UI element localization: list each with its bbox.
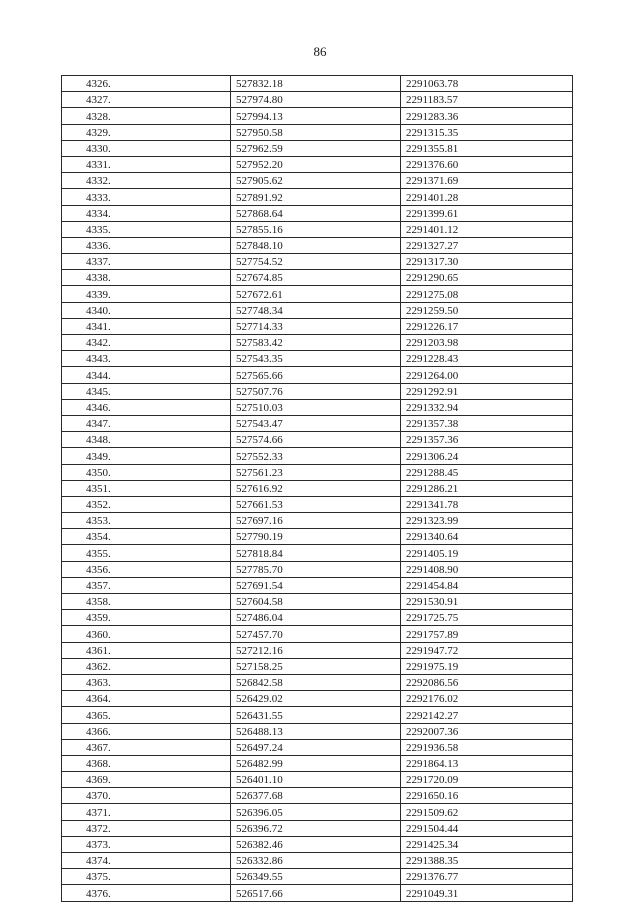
y-coordinate-cell: 2291757.89 bbox=[401, 626, 573, 642]
x-coordinate-cell: 527674.85 bbox=[231, 270, 401, 286]
point-number-cell: 4345. bbox=[62, 383, 231, 399]
x-coordinate-cell: 527950.58 bbox=[231, 124, 401, 140]
y-coordinate-cell: 2291292.91 bbox=[401, 383, 573, 399]
point-number-cell: 4350. bbox=[62, 464, 231, 480]
table-row bbox=[62, 399, 573, 415]
y-coordinate-cell: 2291226.17 bbox=[401, 318, 573, 334]
x-coordinate-cell: 526517.66 bbox=[231, 885, 401, 901]
table-row bbox=[62, 254, 573, 270]
y-coordinate-cell: 2291936.58 bbox=[401, 739, 573, 755]
x-coordinate-cell: 527552.33 bbox=[231, 448, 401, 464]
y-coordinate-cell: 2291530.91 bbox=[401, 594, 573, 610]
table-row bbox=[62, 286, 573, 302]
point-number-cell: 4344. bbox=[62, 367, 231, 383]
table-row bbox=[62, 108, 573, 124]
y-coordinate-cell: 2291504.44 bbox=[401, 820, 573, 836]
y-coordinate-cell: 2291388.35 bbox=[401, 853, 573, 869]
x-coordinate-cell: 527543.47 bbox=[231, 415, 401, 431]
table-row bbox=[62, 626, 573, 642]
table-row bbox=[62, 545, 573, 561]
table-row bbox=[62, 156, 573, 172]
x-coordinate-cell: 527583.42 bbox=[231, 335, 401, 351]
table-row bbox=[62, 610, 573, 626]
x-coordinate-cell: 527994.13 bbox=[231, 108, 401, 124]
x-coordinate-cell: 527697.16 bbox=[231, 513, 401, 529]
table-row bbox=[62, 351, 573, 367]
x-coordinate-cell: 526497.24 bbox=[231, 739, 401, 755]
y-coordinate-cell: 2291454.84 bbox=[401, 577, 573, 593]
x-coordinate-cell: 527457.70 bbox=[231, 626, 401, 642]
table-row bbox=[62, 723, 573, 739]
x-coordinate-cell: 527785.70 bbox=[231, 561, 401, 577]
coordinates-table-body bbox=[62, 76, 573, 902]
table-row bbox=[62, 561, 573, 577]
x-coordinate-cell: 527507.76 bbox=[231, 383, 401, 399]
point-number-cell: 4369. bbox=[62, 772, 231, 788]
table-row bbox=[62, 415, 573, 431]
y-coordinate-cell: 2291720.09 bbox=[401, 772, 573, 788]
table-row bbox=[62, 707, 573, 723]
table-row bbox=[62, 772, 573, 788]
coordinates-table bbox=[61, 75, 573, 902]
table-row bbox=[62, 335, 573, 351]
point-number-cell: 4375. bbox=[62, 869, 231, 885]
y-coordinate-cell: 2291288.45 bbox=[401, 464, 573, 480]
table-row bbox=[62, 318, 573, 334]
table-row bbox=[62, 432, 573, 448]
x-coordinate-cell: 526482.99 bbox=[231, 755, 401, 771]
table-row bbox=[62, 237, 573, 253]
x-coordinate-cell: 527616.92 bbox=[231, 480, 401, 496]
table-row bbox=[62, 383, 573, 399]
x-coordinate-cell: 527714.33 bbox=[231, 318, 401, 334]
x-coordinate-cell: 527691.54 bbox=[231, 577, 401, 593]
x-coordinate-cell: 527848.10 bbox=[231, 237, 401, 253]
point-number-cell: 4349. bbox=[62, 448, 231, 464]
point-number-cell: 4352. bbox=[62, 496, 231, 512]
table-row bbox=[62, 513, 573, 529]
y-coordinate-cell: 2291332.94 bbox=[401, 399, 573, 415]
y-coordinate-cell: 2291947.72 bbox=[401, 642, 573, 658]
point-number-cell: 4331. bbox=[62, 156, 231, 172]
x-coordinate-cell: 527868.64 bbox=[231, 205, 401, 221]
table-row bbox=[62, 448, 573, 464]
table-row bbox=[62, 496, 573, 512]
point-number-cell: 4341. bbox=[62, 318, 231, 334]
x-coordinate-cell: 527974.80 bbox=[231, 92, 401, 108]
table-row bbox=[62, 594, 573, 610]
x-coordinate-cell: 526401.10 bbox=[231, 772, 401, 788]
table-row bbox=[62, 140, 573, 156]
table-row bbox=[62, 804, 573, 820]
table-row bbox=[62, 124, 573, 140]
point-number-cell: 4364. bbox=[62, 691, 231, 707]
x-coordinate-cell: 527855.16 bbox=[231, 221, 401, 237]
point-number-cell: 4370. bbox=[62, 788, 231, 804]
y-coordinate-cell: 2291864.13 bbox=[401, 755, 573, 771]
x-coordinate-cell: 526382.46 bbox=[231, 836, 401, 852]
y-coordinate-cell: 2291725.75 bbox=[401, 610, 573, 626]
y-coordinate-cell: 2291183.57 bbox=[401, 92, 573, 108]
x-coordinate-cell: 527158.25 bbox=[231, 658, 401, 674]
y-coordinate-cell: 2291425.34 bbox=[401, 836, 573, 852]
point-number-cell: 4374. bbox=[62, 853, 231, 869]
point-number-cell: 4356. bbox=[62, 561, 231, 577]
x-coordinate-cell: 526429.02 bbox=[231, 691, 401, 707]
table-row bbox=[62, 642, 573, 658]
x-coordinate-cell: 527604.58 bbox=[231, 594, 401, 610]
y-coordinate-cell: 2291290.65 bbox=[401, 270, 573, 286]
y-coordinate-cell: 2291286.21 bbox=[401, 480, 573, 496]
x-coordinate-cell: 527510.03 bbox=[231, 399, 401, 415]
x-coordinate-cell: 527486.04 bbox=[231, 610, 401, 626]
y-coordinate-cell: 2291509.62 bbox=[401, 804, 573, 820]
x-coordinate-cell: 527212.16 bbox=[231, 642, 401, 658]
table-row bbox=[62, 480, 573, 496]
point-number-cell: 4362. bbox=[62, 658, 231, 674]
table-row bbox=[62, 853, 573, 869]
table-row bbox=[62, 869, 573, 885]
y-coordinate-cell: 2291259.50 bbox=[401, 302, 573, 318]
point-number-cell: 4363. bbox=[62, 674, 231, 690]
table-row bbox=[62, 367, 573, 383]
table-row bbox=[62, 739, 573, 755]
point-number-cell: 4368. bbox=[62, 755, 231, 771]
x-coordinate-cell: 526842.58 bbox=[231, 674, 401, 690]
y-coordinate-cell: 2291063.78 bbox=[401, 76, 573, 92]
x-coordinate-cell: 527790.19 bbox=[231, 529, 401, 545]
y-coordinate-cell: 2291327.27 bbox=[401, 237, 573, 253]
point-number-cell: 4365. bbox=[62, 707, 231, 723]
point-number-cell: 4360. bbox=[62, 626, 231, 642]
y-coordinate-cell: 2291401.28 bbox=[401, 189, 573, 205]
x-coordinate-cell: 527754.52 bbox=[231, 254, 401, 270]
y-coordinate-cell: 2292142.27 bbox=[401, 707, 573, 723]
table-row bbox=[62, 92, 573, 108]
y-coordinate-cell: 2291323.99 bbox=[401, 513, 573, 529]
x-coordinate-cell: 526377.68 bbox=[231, 788, 401, 804]
y-coordinate-cell: 2291341.78 bbox=[401, 496, 573, 512]
y-coordinate-cell: 2291399.61 bbox=[401, 205, 573, 221]
x-coordinate-cell: 527818.84 bbox=[231, 545, 401, 561]
y-coordinate-cell: 2291340.64 bbox=[401, 529, 573, 545]
x-coordinate-cell: 527905.62 bbox=[231, 173, 401, 189]
x-coordinate-cell: 527574.66 bbox=[231, 432, 401, 448]
x-coordinate-cell: 526431.55 bbox=[231, 707, 401, 723]
point-number-cell: 4330. bbox=[62, 140, 231, 156]
y-coordinate-cell: 2292176.02 bbox=[401, 691, 573, 707]
table-row bbox=[62, 221, 573, 237]
table-row bbox=[62, 691, 573, 707]
y-coordinate-cell: 2291401.12 bbox=[401, 221, 573, 237]
x-coordinate-cell: 526396.72 bbox=[231, 820, 401, 836]
x-coordinate-cell: 526349.55 bbox=[231, 869, 401, 885]
x-coordinate-cell: 527672.61 bbox=[231, 286, 401, 302]
y-coordinate-cell: 2291405.19 bbox=[401, 545, 573, 561]
y-coordinate-cell: 2291371.69 bbox=[401, 173, 573, 189]
point-number-cell: 4348. bbox=[62, 432, 231, 448]
point-number-cell: 4357. bbox=[62, 577, 231, 593]
point-number-cell: 4332. bbox=[62, 173, 231, 189]
x-coordinate-cell: 526332.86 bbox=[231, 853, 401, 869]
point-number-cell: 4346. bbox=[62, 399, 231, 415]
table-row bbox=[62, 205, 573, 221]
x-coordinate-cell: 527748.34 bbox=[231, 302, 401, 318]
point-number-cell: 4327. bbox=[62, 92, 231, 108]
y-coordinate-cell: 2292007.36 bbox=[401, 723, 573, 739]
point-number-cell: 4340. bbox=[62, 302, 231, 318]
point-number-cell: 4367. bbox=[62, 739, 231, 755]
table-row bbox=[62, 270, 573, 286]
table-row bbox=[62, 529, 573, 545]
y-coordinate-cell: 2291049.31 bbox=[401, 885, 573, 901]
x-coordinate-cell: 526396.05 bbox=[231, 804, 401, 820]
y-coordinate-cell: 2291317.30 bbox=[401, 254, 573, 270]
point-number-cell: 4376. bbox=[62, 885, 231, 901]
table-row bbox=[62, 820, 573, 836]
point-number-cell: 4366. bbox=[62, 723, 231, 739]
y-coordinate-cell: 2291315.35 bbox=[401, 124, 573, 140]
y-coordinate-cell: 2291264.00 bbox=[401, 367, 573, 383]
table-row bbox=[62, 76, 573, 92]
table-row bbox=[62, 836, 573, 852]
x-coordinate-cell: 527543.35 bbox=[231, 351, 401, 367]
table-row bbox=[62, 189, 573, 205]
y-coordinate-cell: 2291975.19 bbox=[401, 658, 573, 674]
x-coordinate-cell: 527561.23 bbox=[231, 464, 401, 480]
point-number-cell: 4347. bbox=[62, 415, 231, 431]
point-number-cell: 4328. bbox=[62, 108, 231, 124]
point-number-cell: 4335. bbox=[62, 221, 231, 237]
point-number-cell: 4373. bbox=[62, 836, 231, 852]
y-coordinate-cell: 2291275.08 bbox=[401, 286, 573, 302]
point-number-cell: 4326. bbox=[62, 76, 231, 92]
table-row bbox=[62, 674, 573, 690]
page-number: 86 bbox=[313, 44, 327, 59]
point-number-cell: 4338. bbox=[62, 270, 231, 286]
point-number-cell: 4337. bbox=[62, 254, 231, 270]
y-coordinate-cell: 2291203.98 bbox=[401, 335, 573, 351]
x-coordinate-cell: 527661.53 bbox=[231, 496, 401, 512]
table-row bbox=[62, 577, 573, 593]
table-row bbox=[62, 302, 573, 318]
point-number-cell: 4355. bbox=[62, 545, 231, 561]
y-coordinate-cell: 2291306.24 bbox=[401, 448, 573, 464]
point-number-cell: 4342. bbox=[62, 335, 231, 351]
y-coordinate-cell: 2291376.77 bbox=[401, 869, 573, 885]
point-number-cell: 4333. bbox=[62, 189, 231, 205]
x-coordinate-cell: 527565.66 bbox=[231, 367, 401, 383]
x-coordinate-cell: 527962.59 bbox=[231, 140, 401, 156]
table-row bbox=[62, 885, 573, 901]
y-coordinate-cell: 2291650.16 bbox=[401, 788, 573, 804]
point-number-cell: 4334. bbox=[62, 205, 231, 221]
point-number-cell: 4361. bbox=[62, 642, 231, 658]
point-number-cell: 4354. bbox=[62, 529, 231, 545]
table-row bbox=[62, 658, 573, 674]
table-row bbox=[62, 788, 573, 804]
x-coordinate-cell: 527891.92 bbox=[231, 189, 401, 205]
y-coordinate-cell: 2291355.81 bbox=[401, 140, 573, 156]
point-number-cell: 4372. bbox=[62, 820, 231, 836]
y-coordinate-cell: 2291357.38 bbox=[401, 415, 573, 431]
point-number-cell: 4358. bbox=[62, 594, 231, 610]
point-number-cell: 4351. bbox=[62, 480, 231, 496]
point-number-cell: 4353. bbox=[62, 513, 231, 529]
point-number-cell: 4339. bbox=[62, 286, 231, 302]
point-number-cell: 4329. bbox=[62, 124, 231, 140]
y-coordinate-cell: 2291283.36 bbox=[401, 108, 573, 124]
point-number-cell: 4343. bbox=[62, 351, 231, 367]
y-coordinate-cell: 2291228.43 bbox=[401, 351, 573, 367]
table-row bbox=[62, 173, 573, 189]
x-coordinate-cell: 526488.13 bbox=[231, 723, 401, 739]
x-coordinate-cell: 527832.18 bbox=[231, 76, 401, 92]
y-coordinate-cell: 2291357.36 bbox=[401, 432, 573, 448]
point-number-cell: 4336. bbox=[62, 237, 231, 253]
table-row bbox=[62, 464, 573, 480]
y-coordinate-cell: 2292086.56 bbox=[401, 674, 573, 690]
table-row bbox=[62, 755, 573, 771]
x-coordinate-cell: 527952.20 bbox=[231, 156, 401, 172]
y-coordinate-cell: 2291376.60 bbox=[401, 156, 573, 172]
point-number-cell: 4371. bbox=[62, 804, 231, 820]
point-number-cell: 4359. bbox=[62, 610, 231, 626]
y-coordinate-cell: 2291408.90 bbox=[401, 561, 573, 577]
